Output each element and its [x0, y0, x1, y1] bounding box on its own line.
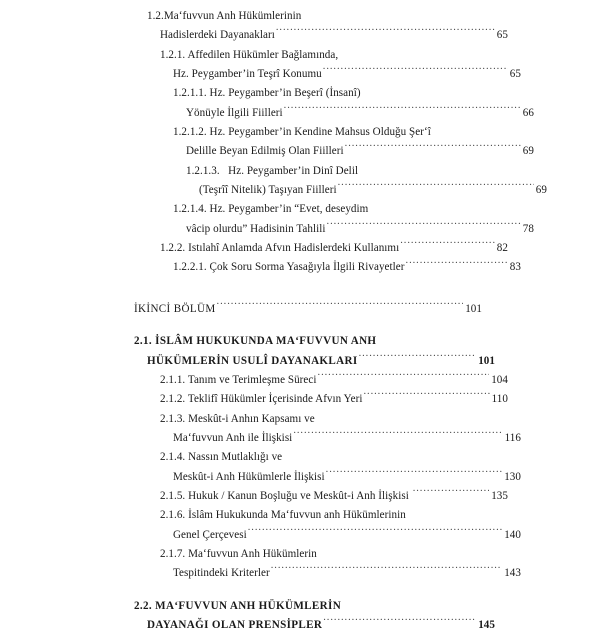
toc-entry[interactable] [134, 258, 521, 277]
toc-line [134, 564, 521, 583]
toc-page-number: 116 [504, 431, 521, 444]
toc-page-number: 65 [509, 68, 521, 81]
dot-leader [284, 105, 521, 116]
toc-entry[interactable] [134, 200, 534, 239]
toc-page-number: 145 [478, 618, 495, 631]
toc-entry-number: 2.1.5. [160, 489, 186, 502]
toc-entry[interactable] [134, 300, 482, 319]
toc-entry[interactable] [134, 545, 521, 584]
toc-entry-number: 2.1. [134, 335, 153, 348]
toc-line [134, 142, 534, 161]
toc-entry[interactable] [134, 371, 508, 390]
dot-leader [323, 66, 508, 77]
toc-page-number: 65 [496, 29, 508, 42]
toc-entry-title: Hz. Peygamber’in “Evet, deseydim [206, 203, 369, 216]
toc-page-number: 69 [535, 184, 547, 197]
toc-entry-title: Tespitindeki Kriterler [173, 567, 270, 580]
dot-leader [271, 565, 502, 576]
toc-page-number: 82 [496, 242, 508, 255]
toc-entry-number: 1.2.1.1. [173, 87, 207, 100]
toc-entry-title: Hz. Peygamber’in Dinî Delil [219, 164, 359, 177]
toc-entry-number: 2.1.2. [160, 393, 186, 406]
section-gap [134, 278, 482, 300]
toc-entry[interactable] [134, 487, 508, 506]
dot-leader [359, 352, 477, 363]
toc-line [134, 410, 508, 429]
toc-page-number: 101 [465, 302, 482, 315]
toc-entry-title: Ma‘fuvvun Anh Hükümlerinin [163, 10, 302, 22]
toc-page-number: 130 [504, 470, 521, 483]
toc-entry[interactable] [134, 597, 495, 635]
toc-entry-title: Meskût-i Anhın Kapsamı ve [185, 412, 315, 425]
toc-entry-title: İslâm Hukukunda Ma‘fuvvun anh Hükümlerinin [185, 509, 406, 522]
toc-entry[interactable] [134, 410, 521, 449]
toc-entry-number: 1.2.1.3. [186, 164, 220, 177]
toc-entry[interactable] [134, 448, 521, 487]
toc-entry-title: Delille Beyan Edilmiş Olan Fiilleri [186, 145, 344, 158]
toc-line [134, 26, 508, 45]
toc-line [134, 616, 495, 635]
toc-entry-title: Genel Çerçevesi [173, 528, 247, 541]
dot-leader [323, 617, 476, 628]
toc-entry-number: 1.2.1. [160, 48, 186, 61]
toc-line [134, 429, 521, 448]
toc-line [134, 487, 508, 506]
toc-entry-title: Çok Soru Sorma Yasağıyla İlgili Rivayetler [206, 261, 405, 274]
toc-page-number: 140 [504, 528, 521, 541]
dot-leader [217, 301, 464, 312]
toc-entry[interactable] [134, 46, 521, 85]
dot-leader [400, 240, 495, 251]
toc-entry-title: Yönüyle İlgili Fiilleri [186, 106, 283, 119]
toc-line [134, 468, 521, 487]
toc-line [134, 332, 482, 351]
toc-entry-number: 1.2.1.2. [173, 126, 207, 139]
toc-line [134, 506, 508, 525]
dot-leader [363, 391, 489, 402]
toc-entry[interactable] [134, 7, 508, 46]
toc-entry[interactable] [134, 162, 547, 201]
toc-entry-title: Istılahî Anlamda Afvın Hadislerdeki Kullanımı [185, 242, 400, 255]
toc-line [134, 448, 508, 467]
toc-entry-number: 2.2. [134, 599, 153, 612]
toc-entry[interactable] [134, 506, 521, 545]
toc-entry-title: Affedilen Hükümler Bağlamında, [185, 48, 339, 61]
dot-leader [293, 430, 502, 441]
section-gap [134, 584, 482, 597]
section-gap [134, 319, 482, 332]
toc-line [134, 390, 508, 409]
dot-leader [318, 372, 490, 383]
dot-leader [406, 259, 508, 270]
toc-line [134, 545, 508, 564]
toc-entry[interactable] [134, 332, 495, 371]
toc-line [134, 104, 534, 123]
dot-leader [327, 221, 521, 232]
toc-line [134, 123, 521, 142]
toc-entry-title: DAYANAĞI OLAN PRENSİPLER [147, 618, 323, 631]
toc-entry-title: Hz. Peygamber’in Kendine Mahsus Olduğu Şer‘î [206, 126, 431, 139]
toc-page-number: 83 [509, 261, 521, 274]
toc-line [134, 84, 521, 103]
toc-line [134, 526, 521, 545]
dot-leader [326, 468, 503, 479]
toc-line [134, 300, 482, 319]
toc-entry-title: Nassın Mutlaklığı ve [185, 451, 283, 464]
toc-line [134, 371, 508, 390]
toc-entry-number: 2.1.4. [160, 451, 186, 464]
toc-entry-number: 2.1.7. [160, 547, 186, 560]
toc-entry-number: 2.1.3. [160, 412, 186, 425]
toc-entry-number: 1.2.1.4. [173, 203, 207, 216]
toc-entry-number: 1.2.2.1. [173, 261, 207, 274]
toc-page-number: 78 [522, 222, 534, 235]
toc-line [134, 239, 508, 258]
toc-line [134, 46, 508, 65]
dot-leader [338, 182, 534, 193]
toc-entry-title: vâcip olurdu” Hadisinin Tahlili [186, 222, 326, 235]
dot-leader [345, 143, 521, 154]
dot-leader [248, 527, 502, 538]
toc-entry-title: İKİNCİ BÖLÜM [134, 302, 216, 315]
toc-line [134, 162, 534, 181]
toc-entry-title: HÜKÜMLERİN USULÎ DAYANAKLARI [147, 354, 358, 367]
toc-page-number: 143 [504, 567, 521, 580]
toc-entry-title: Tanım ve Terimleşme Süreci [185, 373, 317, 386]
toc-entry-title: Hukuk / Kanun Boşluğu ve Meskût-i Anh İlişkisi [185, 489, 412, 502]
toc-entry[interactable] [134, 84, 534, 123]
toc-entry-title: Ma‘fuvvun Anh Hükümlerin [185, 547, 317, 560]
toc-line [134, 258, 521, 277]
toc-entry-title: Ma‘fuvvun Anh ile İlişkisi [173, 431, 293, 444]
toc-page-number: 101 [478, 354, 495, 367]
dot-leader [413, 488, 490, 499]
toc-entry[interactable] [134, 390, 508, 409]
toc-line [134, 352, 495, 371]
toc-entry-title: Teklifî Hükümler İçerisinde Afvın Yeri [185, 393, 363, 406]
dot-leader [276, 27, 495, 38]
toc-entry-title: (Teşrîî Nitelik) Taşıyan Fiilleri [199, 184, 337, 197]
toc-entry-number: 2.1.6. [160, 509, 186, 522]
toc-page-number: 110 [491, 393, 508, 406]
toc-page-number: 66 [522, 106, 534, 119]
toc-entry-title: Hz. Peygamber’in Teşrî Konumu [173, 68, 322, 81]
toc-entry[interactable] [134, 123, 534, 162]
toc-entry-number: 2.1.1. [160, 373, 186, 386]
toc-entry-title: MA‘FUVVUN ANH HÜKÜMLERİN [152, 599, 342, 612]
toc-entry-number: 1.2. [147, 10, 164, 22]
toc-entry-number: 1.2.2. [160, 242, 186, 255]
toc-page-number: 69 [522, 145, 534, 158]
toc-line [134, 220, 534, 239]
toc-line [134, 7, 495, 26]
toc-line [134, 181, 547, 200]
toc-entry-title: Meskût-i Anh Hükümlerle İlişkisi [173, 470, 325, 483]
toc-entry[interactable] [134, 239, 508, 258]
toc-line [134, 200, 521, 219]
toc-page-number: 104 [491, 373, 508, 386]
toc-entry-title: Hadislerdeki Dayanakları [160, 29, 275, 42]
toc-line [134, 65, 521, 84]
toc-entry-title: İSLÂM HUKUKUNDA MA‘FUVVUN ANH [152, 335, 377, 348]
toc-page-number: 135 [491, 489, 508, 502]
toc-entry-title: Hz. Peygamber’in Beşerî (İnsanî) [206, 87, 361, 100]
